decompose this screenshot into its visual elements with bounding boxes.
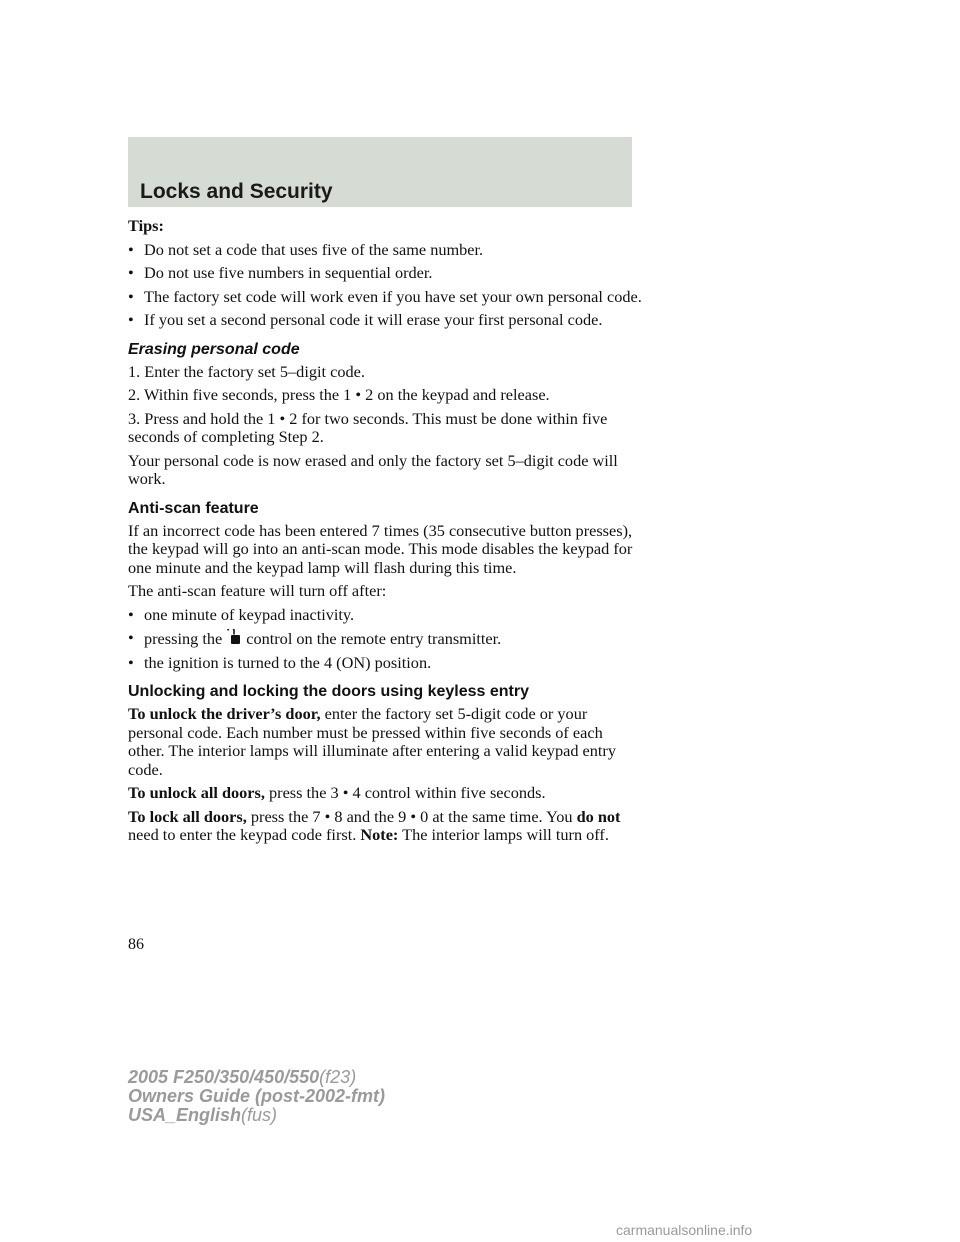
erasing-step: 2. Within five seconds, press the 1 • 2 on the keypad and release. [128, 385, 550, 404]
tip-item: • The factory set code will work even if you have set your own personal code. [128, 286, 642, 306]
page-number: 86 [128, 936, 144, 953]
erasing-step: 3. Press and hold the 1 • 2 for two seconds. This must be done within five seconds of completing Step 2. [128, 408, 608, 446]
keyless-heading: Unlocking and locking the doors using keyless entry [128, 683, 529, 700]
antiscan-intro: If an incorrect code has been entered 7 times (35 consecutive button presses), the keypad will go into an anti-scan mode. This mode disables the keypad for one minute and the keypad lamp will flash during this time. [128, 520, 633, 577]
unlock-icon [226, 629, 242, 645]
tip-item: • Do not use five numbers in sequential order. [128, 263, 433, 282]
erasing-heading: Erasing personal code [128, 340, 300, 358]
page-body [128, 217, 643, 850]
section-title: Locks and Security [140, 180, 333, 203]
watermark: carmanualsonline.info [616, 1222, 753, 1238]
antiscan-item: • one minute of keypad inactivity. [128, 604, 355, 624]
antiscan-heading: Anti-scan feature [128, 499, 259, 517]
unlock-driver-paragraph: To unlock the driver’s door, enter the factory set 5-digit code or your personal code. Each number must be pressed within five seconds of each other. The interior lamps will illuminate after entering a valid keypad entry code. [128, 704, 616, 779]
tips-heading: Tips: [128, 216, 164, 235]
erasing-result: Your personal code is now erased and only the factory set 5–digit code will work. [128, 450, 618, 488]
antiscan-item: • pressing the control on the remote entry transmitter. [128, 628, 502, 648]
tip-item: • If you set a second personal code it will erase your first personal code. [128, 310, 603, 329]
antiscan-lead: The anti-scan feature will turn off after: [128, 581, 387, 600]
antiscan-item: • the ignition is turned to the 4 (ON) position. [128, 652, 432, 672]
document-footer: 2005 F250/350/450/550(f23) Owners Guide (post-2002-fmt) USA_English(fus) [128, 1067, 386, 1125]
erasing-step: 1. Enter the factory set 5–digit code. [128, 361, 365, 381]
tip-item: • Do not set a code that uses five of the same number. [128, 239, 484, 259]
lock-all-paragraph: To lock all doors, press the 7 • 8 and the 9 • 0 at the same time. You do not need to enter the keypad code first. Note: The interior lamps will turn off. [128, 806, 621, 844]
unlock-all-paragraph: To unlock all doors, press the 3 • 4 control within five seconds. [128, 783, 546, 802]
